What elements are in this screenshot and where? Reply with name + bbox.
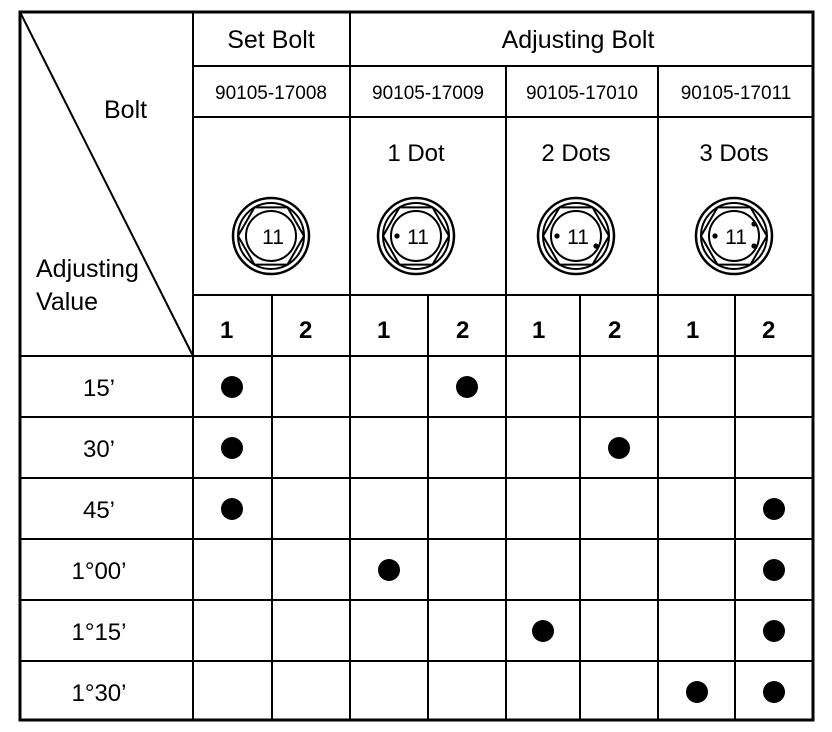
selection-dot <box>763 498 785 520</box>
bolt-head-icon <box>538 198 614 274</box>
position-number-row <box>220 317 775 344</box>
selection-dot <box>763 681 785 703</box>
bolt-part-number: 90105-17009 <box>372 83 484 104</box>
position-number: 2 <box>608 317 622 344</box>
bolt-part-number: 90105-17011 <box>680 83 792 104</box>
selection-dot <box>221 376 243 398</box>
bolt-head-number: 11 <box>725 226 747 249</box>
selection-dot <box>221 437 243 459</box>
bolt-mark-dot <box>593 243 598 248</box>
selection-dot <box>608 437 630 459</box>
adjusting-bolt-header: Adjusting Bolt <box>501 26 655 54</box>
bolt-part-number: 90105-17008 <box>215 83 327 104</box>
bolt-mark-dot <box>554 233 559 238</box>
bolt-head-drawings <box>233 198 772 274</box>
bolt-mark-dot <box>751 243 756 248</box>
selection-dot <box>763 620 785 642</box>
selection-dot <box>456 376 478 398</box>
bolt-head-number: 11 <box>567 226 589 249</box>
bolt-head-number: 11 <box>262 226 284 249</box>
position-number: 2 <box>456 317 470 344</box>
bolt-marking-label: 2 Dots <box>541 140 611 167</box>
adjusting-value-column <box>72 375 127 707</box>
corner-value-label-line2: Value <box>36 288 99 316</box>
corner-value-label-line1: Adjusting <box>36 255 139 283</box>
adjusting-value-label: 45’ <box>82 497 116 524</box>
adjusting-value-label: 1°30’ <box>71 680 127 707</box>
position-number: 2 <box>299 317 313 344</box>
bolt-head-icon <box>233 198 309 274</box>
bolt-marking-label: 3 Dots <box>699 140 769 167</box>
bolt-mark-dot <box>712 233 717 238</box>
selection-dot <box>221 498 243 520</box>
set-bolt-header: Set Bolt <box>227 26 315 54</box>
position-number: 2 <box>762 317 776 344</box>
bolt-head-icon <box>696 198 772 274</box>
bolt-head-number: 11 <box>407 226 429 249</box>
selection-dot <box>686 681 708 703</box>
position-number: 1 <box>377 317 391 344</box>
bolt-marking-label: 1 Dot <box>387 140 445 167</box>
bolt-part-number: 90105-17010 <box>526 83 638 104</box>
bolt-head-icon <box>378 198 454 274</box>
bolt-mark-dot <box>751 221 756 226</box>
position-number: 1 <box>532 317 546 344</box>
selection-dot <box>378 559 400 581</box>
adjusting-value-label: 1°15’ <box>71 619 127 646</box>
adjusting-value-label: 30’ <box>82 436 116 463</box>
position-number: 1 <box>220 317 234 344</box>
selection-dot <box>532 620 554 642</box>
adjusting-value-label: 15’ <box>82 375 116 402</box>
position-number: 1 <box>686 317 700 344</box>
bolt-mark-dot <box>394 233 399 238</box>
adjusting-value-label: 1°00’ <box>71 558 127 585</box>
corner-bolt-label: Bolt <box>104 96 148 124</box>
selection-dot <box>763 559 785 581</box>
